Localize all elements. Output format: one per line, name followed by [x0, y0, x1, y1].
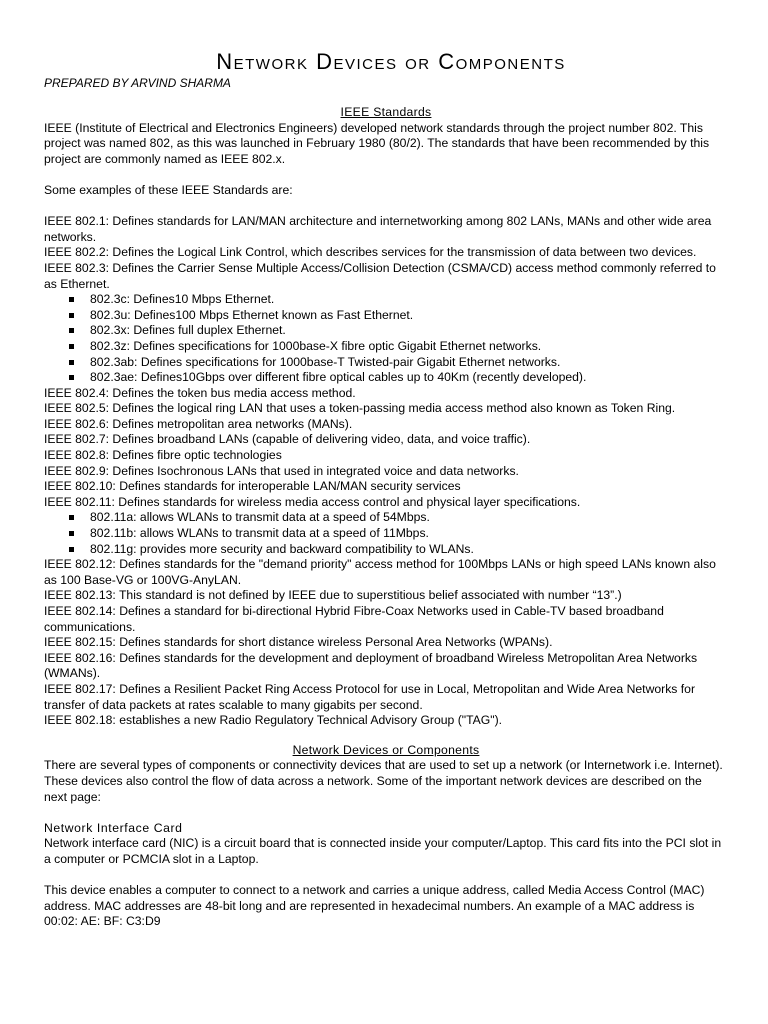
list-802-11-variants — [44, 510, 728, 557]
standard-802-15: IEEE 802.15: Defines standards for short distance wireless Personal Area Networks (WPANs). — [44, 635, 553, 650]
standard-802-8: IEEE 802.8: Defines fibre optic technologies — [44, 448, 282, 463]
standard-802-18: IEEE 802.18: establishes a new Radio Regulatory Technical Advisory Group ("TAG"). — [44, 713, 503, 728]
standard-802-16: IEEE 802.16: Defines standards for the development and deployment of broadband Wireless Metropolitan Area Networks (WMANs). — [44, 650, 698, 681]
standard-802-5: IEEE 802.5: Defines the logical ring LAN that uses a token-passing media access method also known as Token Ring. — [44, 401, 676, 416]
spacer — [44, 199, 728, 215]
list-item: 802.11b: allows WLANs to transmit data at a speed of 11Mbps. — [68, 526, 728, 542]
nic-paragraph-1: Network interface card (NIC) is a circuit board that is connected inside your computer/Laptop. This card fits into the PCI slot in a computer or PCMCIA slot in a Laptop. — [44, 836, 722, 866]
list-item: 802.3u: Defines100 Mbps Ethernet known as Fast Ethernet. — [68, 308, 728, 324]
examples-intro: Some examples of these IEEE Standards are: — [44, 182, 293, 197]
list-item: 802.11g: provides more security and backward compatibility to WLANs. — [68, 542, 728, 558]
ieee-standards-heading: IEEE Standards — [340, 105, 432, 119]
standard-802-17: IEEE 802.17: Defines a Resilient Packet Ring Access Protocol for use in Local, Metropolitan and Wide Area Networks for transfer of data packets at rates scalable to many gigabits per second. — [44, 681, 696, 712]
list-item: 802.3c: Defines10 Mbps Ethernet. — [68, 292, 728, 308]
standard-802-6: IEEE 802.6: Defines metropolitan area networks (MANs). — [44, 416, 353, 431]
standard-802-10: IEEE 802.10: Defines standards for interoperable LAN/MAN security services — [44, 479, 461, 494]
spacer — [44, 805, 728, 821]
standard-802-2: IEEE 802.2: Defines the Logical Link Control, which describes services for the transmission of data between two devices. — [44, 245, 697, 260]
standard-802-1: IEEE 802.1: Defines standards for LAN/MAN architecture and internetworking among 802 LANs, MANs and other wide area networks. — [44, 214, 712, 244]
standard-802-11: IEEE 802.11: Defines standards for wireless media access control and physical layer specifications. — [44, 494, 581, 509]
devices-intro-paragraph: There are several types of components or connectivity devices that are used to set up a network (or Internetwork i.e. Internet). These devices also control the flow of data across a network. Some of the important network devices are described on the next page: — [44, 758, 723, 804]
standard-802-9: IEEE 802.9: Defines Isochronous LANs that used in integrated voice and data networks. — [44, 463, 519, 478]
page-title: Network Devices or Components — [216, 49, 566, 74]
list-item: 802.3x: Defines full duplex Ethernet. — [68, 323, 728, 339]
nic-paragraph-2: This device enables a computer to connect to a network and carries a unique address, called Media Access Control (MAC) address. MAC addresses are 48-bit long and are represented in hexadecimal numbers. An example of a MAC address is 00:02: AE: BF: C3:D9 — [44, 883, 705, 929]
standard-802-13: IEEE 802.13: This standard is not defined by IEEE due to superstitious belief associated with number “13”.) — [44, 588, 622, 603]
nic-heading: Network Interface Card — [44, 820, 183, 835]
spacer — [44, 167, 728, 183]
network-devices-heading: Network Devices or Components — [292, 742, 480, 757]
list-802-3-variants — [44, 292, 728, 386]
list-item: 802.3ae: Defines10Gbps over different fibre optical cables up to 40Km (recently developed). — [68, 370, 728, 386]
document-page — [44, 0, 728, 930]
ieee-intro-paragraph: IEEE (Institute of Electrical and Electronics Engineers) developed network standards through the project number 802. This project was named 802, as this was launched in February 1980 (80/2). The standards that have been recommended by this project are commonly named as IEEE 802.x. — [44, 120, 710, 166]
standard-802-7: IEEE 802.7: Defines broadband LANs (capable of delivering video, data, and voice traffic). — [44, 432, 531, 447]
standard-802-4: IEEE 802.4: Defines the token bus media access method. — [44, 385, 356, 400]
spacer — [44, 868, 728, 884]
standard-802-12: IEEE 802.12: Defines standards for the "demand priority" access method for 100Mbps LANs or high speed LANs known also as 100 Base-VG or 100VG-AnyLAN. — [44, 557, 716, 587]
standard-802-3: IEEE 802.3: Defines the Carrier Sense Multiple Access/Collision Detection (CSMA/CD) access method commonly referred to as Ethernet. — [44, 260, 716, 291]
list-item: 802.11a: allows WLANs to transmit data at a speed of 54Mbps. — [68, 510, 728, 526]
author-line: PREPARED BY ARVIND SHARMA — [44, 76, 231, 90]
list-item: 802.3z: Defines specifications for 1000base-X fibre optic Gigabit Ethernet networks. — [68, 339, 728, 355]
list-item: 802.3ab: Defines specifications for 1000base-T Twisted-pair Gigabit Ethernet networks. — [68, 355, 728, 371]
standard-802-14: IEEE 802.14: Defines a standard for bi-directional Hybrid Fibre-Coax Networks used in Cable-TV based broadband communications. — [44, 604, 664, 634]
